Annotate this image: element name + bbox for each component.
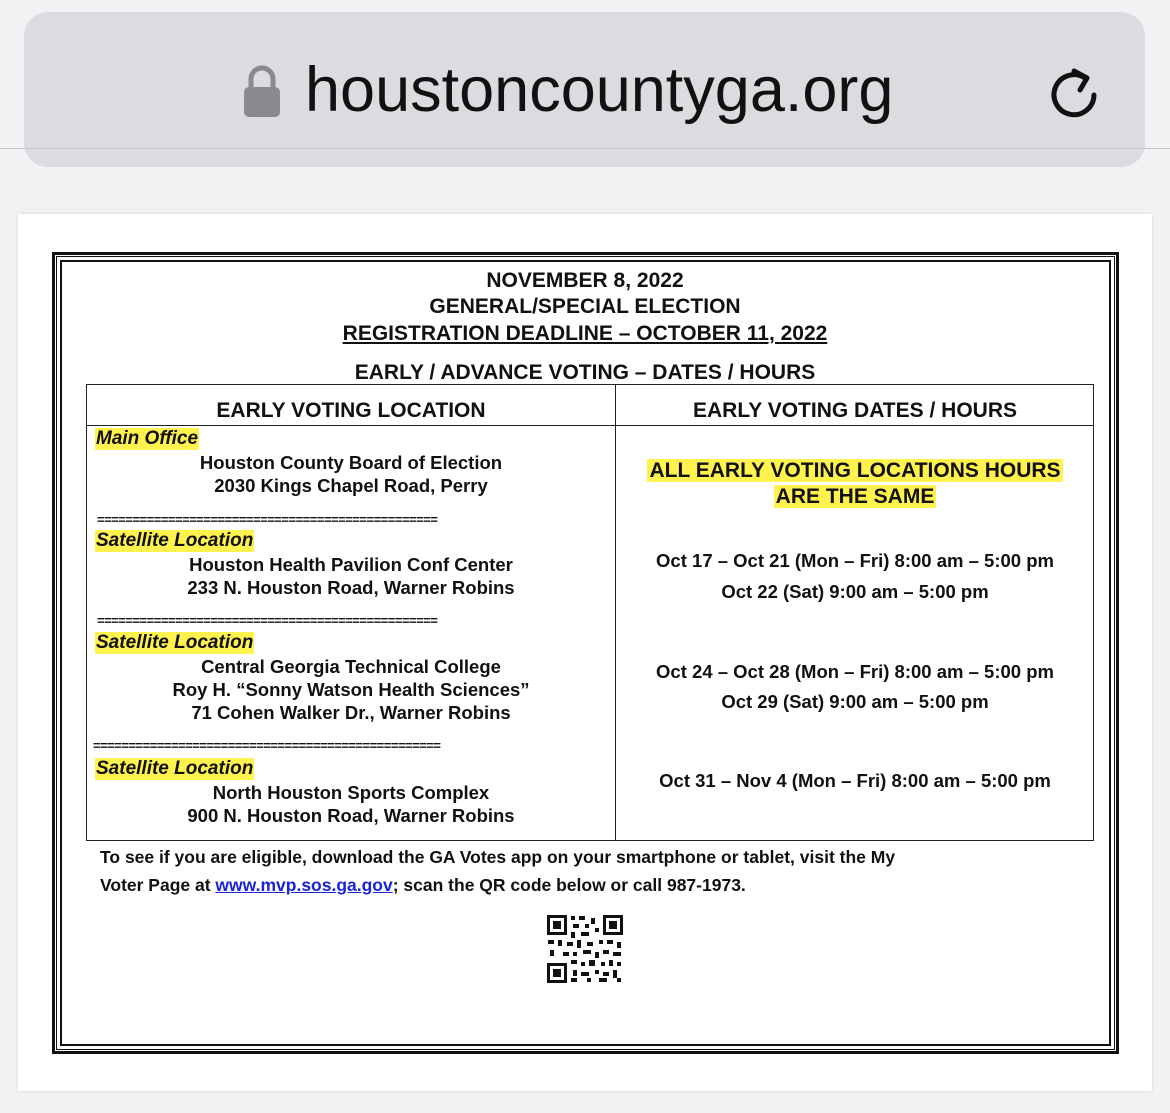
toolbar-divider: [0, 148, 1170, 149]
eligibility-footnote-line2: Voter Page at www.mvp.sos.ga.gov; scan the QR code below or call 987-1973.: [100, 875, 746, 895]
table-header-divider: [87, 425, 1093, 426]
location-name: Central Georgia Technical College: [201, 656, 501, 677]
location-tag-satellite: Satellite Location: [96, 758, 254, 779]
lock-icon: [243, 64, 281, 118]
election-type-title: GENERAL/SPECIAL ELECTION: [429, 295, 741, 318]
location-separator: =================================================: [93, 739, 441, 753]
hours-entry: Oct 31 – Nov 4 (Mon – Fri) 8:00 am – 5:00 pm: [659, 770, 1051, 791]
column-header-hours: EARLY VOTING DATES / HOURS: [693, 399, 1017, 422]
location-address: 233 N. Houston Road, Warner Robins: [187, 577, 515, 598]
election-date-title: NOVEMBER 8, 2022: [486, 269, 684, 292]
early-voting-table: [86, 384, 1094, 841]
location-address: 71 Cohen Walker Dr., Warner Robins: [191, 702, 511, 723]
qr-code-icon[interactable]: [546, 914, 624, 984]
early-voting-subtitle: EARLY / ADVANCE VOTING – DATES / HOURS: [354, 361, 816, 384]
hours-banner-line1: ALL EARLY VOTING LOCATIONS HOURS: [649, 459, 1061, 482]
hours-entry: Oct 29 (Sat) 9:00 am – 5:00 pm: [721, 691, 989, 712]
column-header-location: EARLY VOTING LOCATION: [216, 399, 486, 422]
location-address: 900 N. Houston Road, Warner Robins: [187, 805, 515, 826]
hours-entry: Oct 17 – Oct 21 (Mon – Fri) 8:00 am – 5:00 pm: [656, 550, 1054, 571]
location-tag-satellite: Satellite Location: [96, 632, 254, 653]
location-separator: ================================================: [97, 614, 438, 628]
eligibility-footnote: To see if you are eligible, download the GA Votes app on your smartphone or tablet, visit the My: [100, 847, 896, 867]
location-building: Roy H. “Sonny Watson Health Sciences”: [172, 679, 530, 700]
location-name: North Houston Sports Complex: [212, 782, 490, 803]
location-name: Houston County Board of Election: [199, 452, 503, 473]
location-tag-satellite: Satellite Location: [96, 530, 254, 551]
reload-icon[interactable]: [1045, 64, 1107, 126]
location-address: 2030 Kings Chapel Road, Perry: [214, 475, 488, 496]
mvp-link[interactable]: www.mvp.sos.ga.gov: [215, 875, 393, 895]
hours-entry: Oct 24 – Oct 28 (Mon – Fri) 8:00 am – 5:00 pm: [656, 661, 1054, 682]
hours-entry: Oct 22 (Sat) 9:00 am – 5:00 pm: [721, 581, 989, 602]
location-name: Houston Health Pavilion Conf Center: [189, 554, 513, 575]
location-separator: ================================================: [97, 513, 438, 527]
registration-deadline: REGISTRATION DEADLINE – OCTOBER 11, 2022: [342, 322, 828, 345]
document-page: [18, 214, 1152, 1091]
hours-banner-line2: ARE THE SAME: [775, 485, 935, 508]
url-text[interactable]: houstoncountyga.org: [305, 55, 894, 125]
location-tag-main-office: Main Office: [96, 428, 199, 449]
